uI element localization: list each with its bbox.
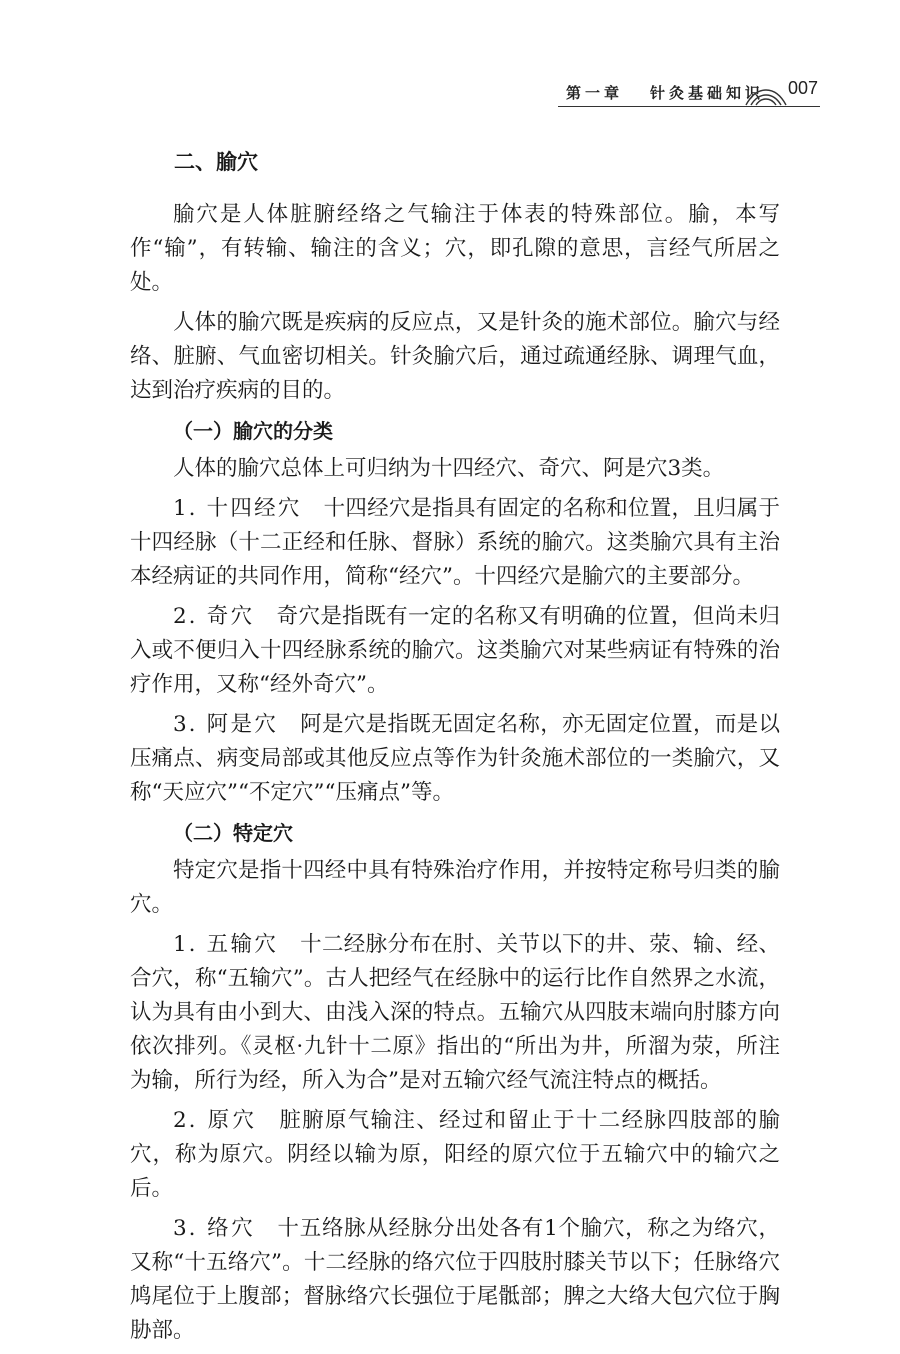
item-lead: 1. 五输穴 (173, 932, 279, 957)
paragraph: 人体的腧穴总体上可归纳为十四经穴、奇穴、阿是穴3类。 (173, 456, 725, 481)
paragraph (130, 1212, 780, 1348)
chapter-label: 第一章 (566, 84, 624, 102)
item-text: 十四经穴是指具有固定的名称和位置，且归属于十四经脉（十二正经和任脉、督脉）系统的腧穴。这类腧穴具有主治本经病证的共同作用，简称“经穴”。十四经穴是腧穴的主要部分。 (130, 496, 780, 589)
mountain-ornament-icon (744, 84, 788, 106)
subsection-title: （二）特定穴 (173, 821, 293, 845)
paragraph (130, 1104, 780, 1206)
item-lead: 3. 络穴 (173, 1216, 256, 1241)
chapter-title: 针灸基础知识 (650, 84, 765, 102)
paragraph (130, 928, 780, 1098)
page-body (130, 140, 780, 1354)
paragraph: 人体的腧穴既是疾病的反应点，又是针灸的施术部位。腧穴与经络、脏腑、气血密切相关。针灸腧穴后，通过疏通经脉、调理气血，达到治疗疾病的目的。 (130, 310, 780, 403)
paragraph: 特定穴是指十四经中具有特殊治疗作用，并按特定称号归类的腧穴。 (130, 858, 780, 917)
paragraph: 腧穴是人体脏腑经络之气输注于体表的特殊部位。腧，本写作“输”，有转输、输注的含义；穴，即孔隙的意思，言经气所居之处。 (130, 202, 780, 295)
paragraph (130, 600, 780, 702)
item-lead: 2. 原穴 (173, 1108, 258, 1133)
item-text: 十二经脉分布在肘、关节以下的井、荥、输、经、合穴，称“五输穴”。古人把经气在经脉中的运行比作自然界之水流，认为具有由小到大、由浅入深的特点。五输穴从四肢末端向肘膝方向依次排列。《灵枢·九针十二原》指出的“所出为井，所溜为荥，所注为输，所行为经，所入为合”是对五输穴经气流注特点的概括。 (130, 932, 780, 1093)
item-lead: 3. 阿是穴 (173, 712, 279, 737)
running-header (558, 76, 820, 110)
subsection-title: （一）腧穴的分类 (173, 419, 333, 443)
item-text: 脏腑原气输注、经过和留止于十二经脉四肢部的腧穴，称为原穴。阴经以输为原，阳经的原穴位于五输穴中的输穴之后。 (130, 1108, 780, 1201)
item-text: 奇穴是指既有一定的名称又有明确的位置，但尚未归入或不便归入十四经脉系统的腧穴。这类腧穴对某些病证有特殊的治疗作用，又称“经外奇穴”。 (130, 604, 780, 697)
item-lead: 1. 十四经穴 (173, 496, 302, 521)
item-lead: 2. 奇穴 (173, 604, 255, 629)
item-text: 十五络脉从经脉分出处各有1个腧穴，称之为络穴，又称“十五络穴”。十二经脉的络穴位于四肢肘膝关节以下；任脉络穴鸠尾位于上腹部；督脉络穴长强位于尾骶部；脾之大络大包穴位于胸胁部。 (130, 1216, 780, 1343)
header-rule (558, 106, 820, 107)
page-number: 007 (788, 78, 819, 98)
paragraph (130, 492, 780, 594)
item-text: 阿是穴是指既无固定名称，亦无固定位置，而是以压痛点、病变局部或其他反应点等作为针灸施术部位的一类腧穴，又称“天应穴”“不定穴”“压痛点”等。 (130, 712, 780, 805)
paragraph (130, 708, 780, 810)
section-title: 二、腧穴 (174, 150, 258, 174)
